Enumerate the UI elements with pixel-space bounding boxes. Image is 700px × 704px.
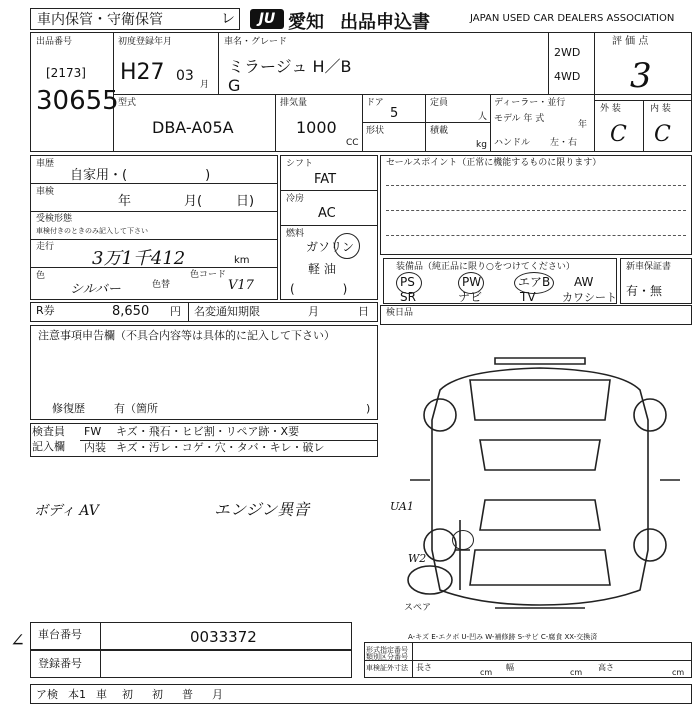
capacity-label: 定員: [430, 98, 449, 108]
repair-value: 有（箇所: [114, 402, 158, 415]
notice-label: 名変通知期限: [194, 305, 260, 318]
model-name: ミラージュ H／B: [228, 57, 352, 76]
storage-label: 車内保管・守衛保管: [37, 12, 163, 28]
dealer-label: ディーラー・並行: [494, 98, 566, 108]
model-year-unit: 年: [578, 120, 588, 130]
usage-value: 自家用・( ): [70, 168, 211, 183]
association-name: JAPAN USED CAR DEALERS ASSOCIATION: [470, 13, 675, 24]
notes-label: 注意事項申告欄（不具合内容等は具体的に記入して下さい）: [38, 329, 335, 342]
inspection-label: 車検: [36, 187, 55, 197]
exterior-label: 外 装: [600, 104, 621, 114]
lot-label: 出品番号: [36, 37, 73, 47]
handle-options: 左・右: [550, 138, 578, 148]
capacity-unit: 人: [478, 112, 488, 122]
bottom-cell-6: 月: [212, 688, 223, 701]
checkmark: ∠: [10, 630, 26, 651]
storage-mark: レ: [221, 11, 235, 27]
shift-value: FAT: [314, 172, 337, 187]
reg-number-label: 登録番号: [38, 657, 82, 670]
repair-label: 修復歴: [52, 402, 85, 415]
registration-label: 初度登録年月: [118, 37, 173, 47]
logo: JU: [250, 9, 284, 29]
inspection-year-unit: 年: [118, 194, 132, 209]
fuel-label: 燃料: [286, 229, 305, 239]
displacement-value: 1000: [296, 118, 337, 137]
fuel-other: ( ): [290, 282, 348, 296]
equipment-ps: PS: [400, 275, 415, 289]
color-change-label: 色替: [152, 280, 171, 290]
grade-score-label: 評 価 点: [612, 36, 649, 47]
cert-height-label: 高さ: [598, 663, 614, 672]
bottom-cell-4: 初: [152, 688, 163, 701]
repair-close: ): [366, 402, 371, 415]
inspection-mark-label: 検日品: [386, 308, 414, 318]
type-label: 型式: [118, 98, 137, 108]
registration-month: 03: [176, 68, 194, 84]
chassis-label: 車台番号: [38, 628, 82, 641]
storage-box: [30, 8, 240, 30]
fw-label: FW: [84, 425, 102, 438]
bottom-cell-0: ア検: [36, 688, 58, 701]
load-unit: kg: [476, 140, 487, 150]
model-year-label: モデル 年 式: [494, 114, 545, 124]
equipment-label: 装備品（純正品に限り○をつけてください）: [396, 262, 575, 272]
equipment-airbag-circle: [514, 272, 554, 294]
registration-year: H27: [120, 60, 165, 85]
handwritten-w2: W2: [408, 552, 427, 565]
lot-number: 30655: [36, 86, 119, 116]
sales-point-label: セールスポイント（正常に機能するものに限ります）: [386, 158, 602, 168]
received-label: 受検形態: [36, 214, 73, 224]
bottom-cell-3: 初: [122, 688, 133, 701]
bottom-cell-5: 普: [182, 688, 193, 701]
cooling-label: 冷房: [286, 194, 305, 204]
model-grade: G: [228, 76, 241, 95]
inspection-mark-box: [380, 305, 692, 325]
mileage-value: 3万1千412: [92, 248, 186, 269]
fuel-circle: [334, 233, 360, 259]
mileage-label: 走行: [36, 242, 55, 252]
type-value: DBA-A05A: [152, 118, 234, 137]
displacement-unit: CC: [346, 138, 359, 148]
chassis-value: 0033372: [190, 628, 257, 646]
shape-label: 形状: [366, 126, 385, 136]
manual-label: 新車保証書: [626, 262, 672, 272]
handle-label: ハンドル: [494, 138, 531, 148]
car-damage-diagram: [400, 350, 690, 620]
color-value: シルバー: [70, 282, 121, 297]
usage-label: 車歴: [36, 159, 55, 169]
mileage-unit: km: [234, 255, 250, 266]
doors-label: ドア: [366, 98, 384, 108]
equipment-airbag: エアB: [518, 275, 551, 289]
interior-items: キズ・汚レ・コゲ・穴・タバ・キレ・破レ: [116, 441, 325, 454]
equipment-navi: ナビ: [458, 290, 483, 304]
model-label: 車名・グレード: [224, 37, 288, 47]
cert-length-unit: cm: [480, 668, 493, 677]
handwritten-ua1: UA1: [390, 500, 414, 513]
fuel-gasoline: ガソリン: [306, 240, 355, 254]
color-code-value: V17: [228, 278, 254, 293]
bottom-cell-2: 車: [96, 688, 107, 701]
drive-2wd: 2WD: [554, 46, 581, 59]
spare-label: スペア: [404, 603, 432, 613]
registration-month-unit: 月: [200, 80, 210, 90]
exterior-score: C: [610, 122, 627, 147]
received-note: 車検付きのときのみ記入して下さい: [36, 227, 148, 235]
fw-items: キズ・飛石・ヒビ割・リペア跡・X要: [116, 425, 300, 438]
top-grid: [30, 32, 692, 152]
manual-value: 有・無: [626, 284, 663, 298]
sales-point-box: [380, 155, 692, 255]
inspector-label-2: 記入欄: [32, 440, 65, 453]
cert-width-unit: cm: [570, 668, 583, 677]
color-code-label: 色コード: [190, 270, 227, 280]
cert-designation-label: 形式指定番号: [366, 646, 408, 654]
displacement-label: 排気量: [280, 98, 308, 108]
interior-check-label: 内装: [84, 441, 106, 454]
inspection-day-unit: 日): [236, 194, 255, 209]
doors-value: 5: [390, 106, 399, 121]
cert-height-unit: cm: [672, 668, 685, 677]
recycle-label: R券: [36, 304, 55, 317]
damage-legend: A-キズ E-エクボ U-凹み W-補修跡 S-サビ C-腐食 XX-交換済: [408, 633, 598, 641]
lot-sub-number: [2173]: [46, 66, 86, 80]
equipment-pw-circle: [458, 272, 484, 294]
cert-length-label: 長さ: [416, 663, 432, 672]
equipment-sr: SR: [400, 290, 416, 304]
notice-month-unit: 月: [308, 305, 319, 318]
interior-label: 内 装: [650, 104, 671, 114]
fuel-diesel: 軽 油: [308, 262, 336, 276]
org-name: 愛知: [288, 12, 324, 33]
notice-day-unit: 日: [358, 305, 369, 318]
handwritten-engine-note: エンジン異音: [214, 500, 310, 519]
inspector-label-1: 検査員: [32, 425, 65, 438]
shift-label: シフト: [286, 159, 314, 169]
cert-class-label: 類別区分番号: [366, 653, 408, 661]
interior-score: C: [654, 122, 671, 147]
handwritten-note-left: ボディ AV: [34, 503, 99, 519]
grade-score-value: 3: [630, 56, 652, 96]
equipment-leather-seat: カワシート: [562, 291, 617, 304]
color-label: 色: [36, 271, 46, 281]
recycle-unit: 円: [170, 305, 181, 318]
recycle-amount: 8,650: [112, 304, 150, 319]
inspection-month-unit: 月(: [184, 194, 203, 209]
cert-width-label: 幅: [506, 663, 514, 672]
drive-4wd: 4WD: [554, 70, 581, 83]
form-title: 出品申込書: [340, 12, 430, 33]
cooling-value: AC: [318, 206, 336, 221]
equipment-aw: AW: [574, 275, 594, 289]
load-label: 積載: [430, 126, 449, 136]
cert-dimensions-label: 車検証外寸法: [366, 664, 408, 672]
bottom-cell-1: 本1: [68, 688, 86, 701]
equipment-pw: PW: [462, 275, 482, 289]
equipment-ps-circle: [396, 272, 422, 294]
damage-circle: [452, 530, 474, 550]
equipment-tv: TV: [520, 290, 536, 304]
